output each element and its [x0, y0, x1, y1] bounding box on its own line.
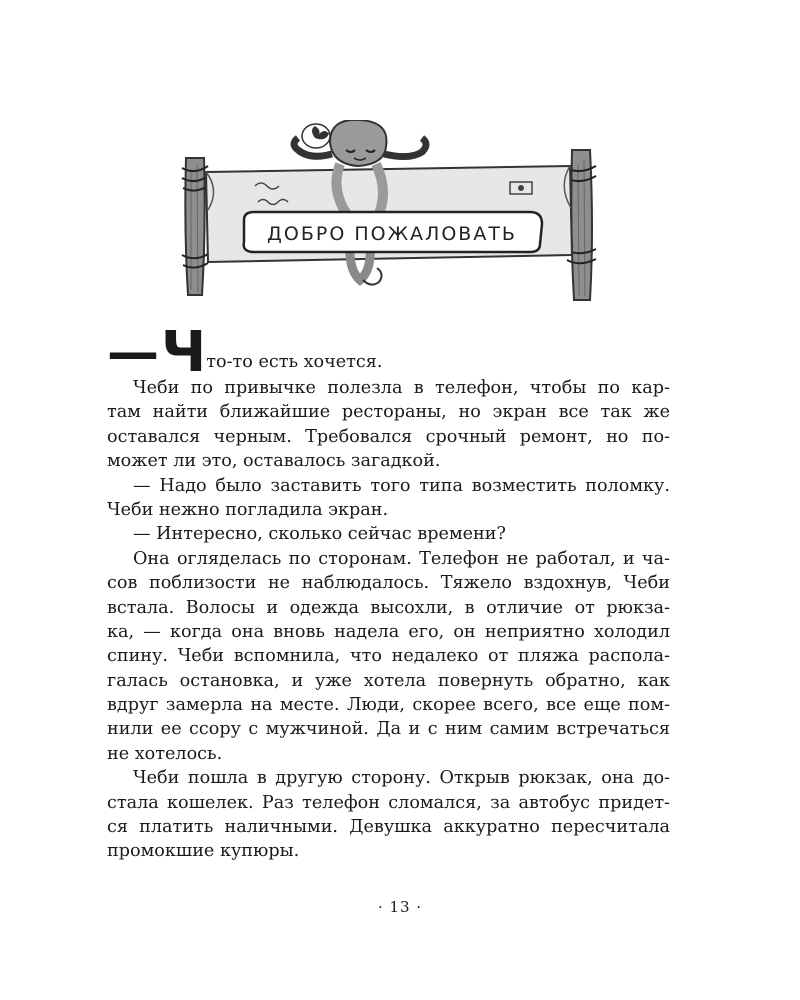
dropcap-dash: —	[107, 323, 159, 383]
text-line: Чеби пошла в другую сторону. Открыв рюкзак, она до-	[133, 768, 670, 789]
text-line: там найти ближайшие рестораны, но экран все так же	[107, 402, 670, 423]
left-post	[182, 158, 208, 295]
welcome-board	[244, 212, 542, 252]
dropcap-line	[107, 320, 670, 385]
text-line: нили ее ссору с мужчиной. Да и с ним самим встречаться	[107, 719, 670, 740]
text-line: не хотелось.	[107, 743, 223, 764]
text-line: сов поблизости не наблюдалось. Тяжело вздохнув, Чеби	[107, 573, 670, 594]
text-line: Она огляделась по сторонам. Телефон не работал, и ча-	[133, 548, 670, 569]
octopus-welcome-sign-illustration	[180, 120, 620, 310]
text-line: — Интересно, сколько сейчас времени?	[133, 524, 506, 545]
text-line: ся платить наличными. Девушка аккуратно пересчитала	[107, 817, 670, 838]
text-line: Чеби по привычке полезла в телефон, чтобы по кар-	[133, 378, 670, 398]
page-number: · 13 ·	[377, 898, 423, 916]
text-line: — Надо было заставить того типа возместить поломку.	[133, 475, 670, 496]
text-line: встала. Волосы и одежда высохли, в отличие от рюкза-	[107, 597, 670, 618]
text-line: ка, — когда она вновь надела его, он неприятно холодил	[107, 621, 670, 642]
text-line: промокшие купюры.	[107, 841, 300, 862]
text-line: Чеби нежно погладила экран.	[107, 499, 389, 520]
text-line: стала кошелек. Раз телефон сломался, за автобус придет-	[107, 792, 670, 813]
text-line: галась остановка, и уже хотела повернуть обратно, как	[107, 670, 670, 691]
body-text	[107, 320, 670, 864]
dropcap-letter: Ч	[161, 320, 207, 385]
sign-text: ДОБРО ПОЖАЛОВАТЬ	[267, 223, 517, 245]
text-line: оставался черным. Требовался срочный ремонт, но по-	[107, 426, 670, 447]
dropcap-rest: то-то есть хочется.	[206, 351, 383, 372]
text-line: спину. Чеби вспомнила, что недалеко от пляжа распола-	[107, 646, 670, 667]
text-line: может ли это, оставалось загадкой.	[107, 451, 441, 472]
text-line: вдруг замерла на месте. Люди, скорее всего, все еще пом-	[107, 695, 670, 716]
